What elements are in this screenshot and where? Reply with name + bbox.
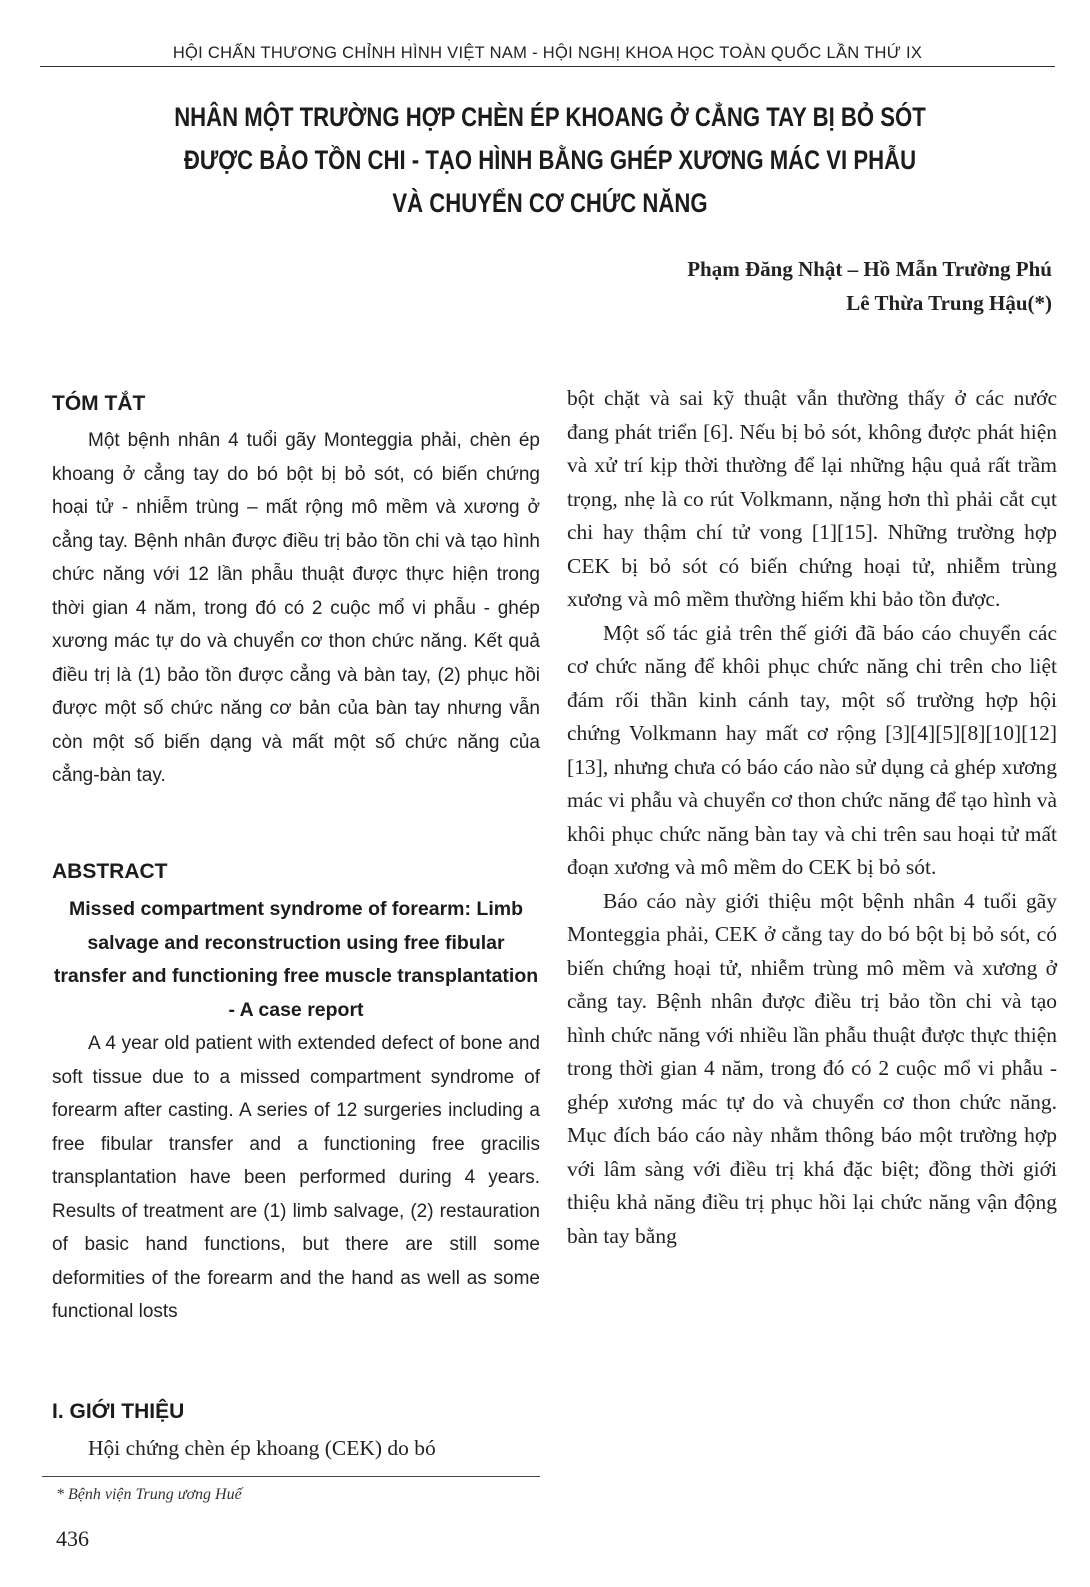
footnote: * Bệnh viện Trung ương Huế [56, 1486, 242, 1503]
title-line-1: NHÂN MỘT TRƯỜNG HỢP CHÈN ÉP KHOANG Ở CẲNG TAY BỊ BỎ SÓT [174, 102, 926, 132]
intro-paragraph-start: Hội chứng chèn ép khoang (CEK) do bó [88, 1436, 436, 1460]
summary-heading: TÓM TẮT [52, 392, 146, 415]
authors-line-1: Phạm Đăng Nhật – Hồ Mẫn Trường Phú [687, 257, 1052, 281]
intro-paragraph-continued: bột chặt và sai kỹ thuật vẫn thường thấy ở các nước đang phát triển [6]. Nếu bị bỏ sót, không được phát hiện và xử trí kịp thời thường để lại những hậu quả rất trầm trọng, nhẹ là co rút Volkmann, nặng hơn thì phải cắt cụt chi hay thậm chí tử vong [1][15]. Những trường hợp CEK bị bỏ sót có biến chứng hoại tử, nhiễm trùng xương và mô mềm thường hiếm khi bảo tồn được. [567, 386, 1057, 611]
running-head: HỘI CHẤN THƯƠNG CHỈNH HÌNH VIỆT NAM - HỘI NGHỊ KHOA HỌC TOÀN QUỐC LẦN THỨ IX [172, 44, 923, 62]
intro-paragraph-3: Báo cáo này giới thiệu một bệnh nhân 4 tuổi gãy Monteggia phải, CEK ở cẳng tay do bó bột bị bỏ sót, có biến chứng hoại tử, nhiễm trùng mô mềm và xương ở cẳng tay. Bệnh nhân được điều trị bảo tồn chi và tạo hình chức năng với nhiều lần phẫu thuật được thực thiện trong thời gian 4 năm, trong đó có 2 cuộc mổ vi phẫu - ghép xương mác tự do và chuyển cơ thon chức năng. Mục đích báo cáo này nhằm thông báo một trường hợp với lâm sàng với điều trị khá đặc biệt; đồng thời giới thiệu khả năng điều trị phục hồi lại chức năng vận động bàn tay bằng [567, 888, 1057, 1248]
right-column [567, 382, 1057, 1253]
authors [687, 252, 1052, 320]
title-line-3: VÀ CHUYỂN CƠ CHỨC NĂNG [392, 188, 708, 218]
authors-line-2: Lê Thừa Trung Hậu(*) [846, 291, 1052, 315]
page-number: 436 [56, 1526, 89, 1551]
article-title [148, 96, 952, 225]
footnote-rule [42, 1476, 540, 1477]
title-line-2: ĐƯỢC BẢO TỒN CHI - TẠO HÌNH BẰNG GHÉP XƯƠNG MÁC VI PHẪU [183, 145, 917, 175]
intro-paragraph-2: Một số tác giả trên thế giới đã báo cáo chuyển các cơ chức năng để khôi phục chức năng chi trên cho liệt đám rối thần kinh cánh tay, một số trường hợp hội chứng Volkmann hay mất cơ rộng [3][4][5][8][10][12][13], nhưng chưa có báo cáo nào sử dụng cả ghép xương mác vi phẫu và chuyển cơ thon chức năng để tạo hình và khôi phục chức năng bàn tay và chi trên sau hoại tử mất đoạn xương và mô mềm do CEK bị bỏ sót. [567, 620, 1057, 879]
abstract-title: Missed compartment syndrome of forearm: Limb salvage and reconstruction using free fibular transfer and functioning free muscle transplantation - A case report [53, 898, 539, 1021]
abstract-body: A 4 year old patient with extended defect of bone and soft tissue due to a missed compartment syndrome of forearm after casting. A series of 12 surgeries including a free fibular transfer and a functioning free gracilis transplantation have been performed during 4 years. Results of treatment are (1) limb salvage, (2) restauration of basic hand functions, but there are still some deformities of the forearm and the hand as well as some functional losts [52, 1033, 540, 1322]
running-head-rule [40, 66, 1055, 67]
summary-body: Một bệnh nhân 4 tuổi gãy Monteggia phải, chèn ép khoang ở cẳng tay do bó bột bị bỏ sót, có biến chứng hoại tử - nhiễm trùng – mất rộng mô mềm và xương ở cẳng tay. Bệnh nhân được điều trị bảo tồn chi và tạo hình chức năng với 12 lần phẫu thuật được thực hiện trong thời gian 4 năm, trong đó có 2 cuộc mổ vi phẫu - ghép xương mác tự do và chuyển cơ thon chức năng. Kết quả điều trị là (1) bảo tồn được cẳng và bàn tay, (2) phục hồi được một số chức năng cơ bản của bàn tay nhưng vẫn còn một số biến dạng và mất một số chức năng của cẳng-bàn tay. [52, 430, 540, 786]
abstract-heading: ABSTRACT [52, 860, 168, 883]
intro-heading: I. GIỚI THIỆU [52, 1400, 185, 1423]
